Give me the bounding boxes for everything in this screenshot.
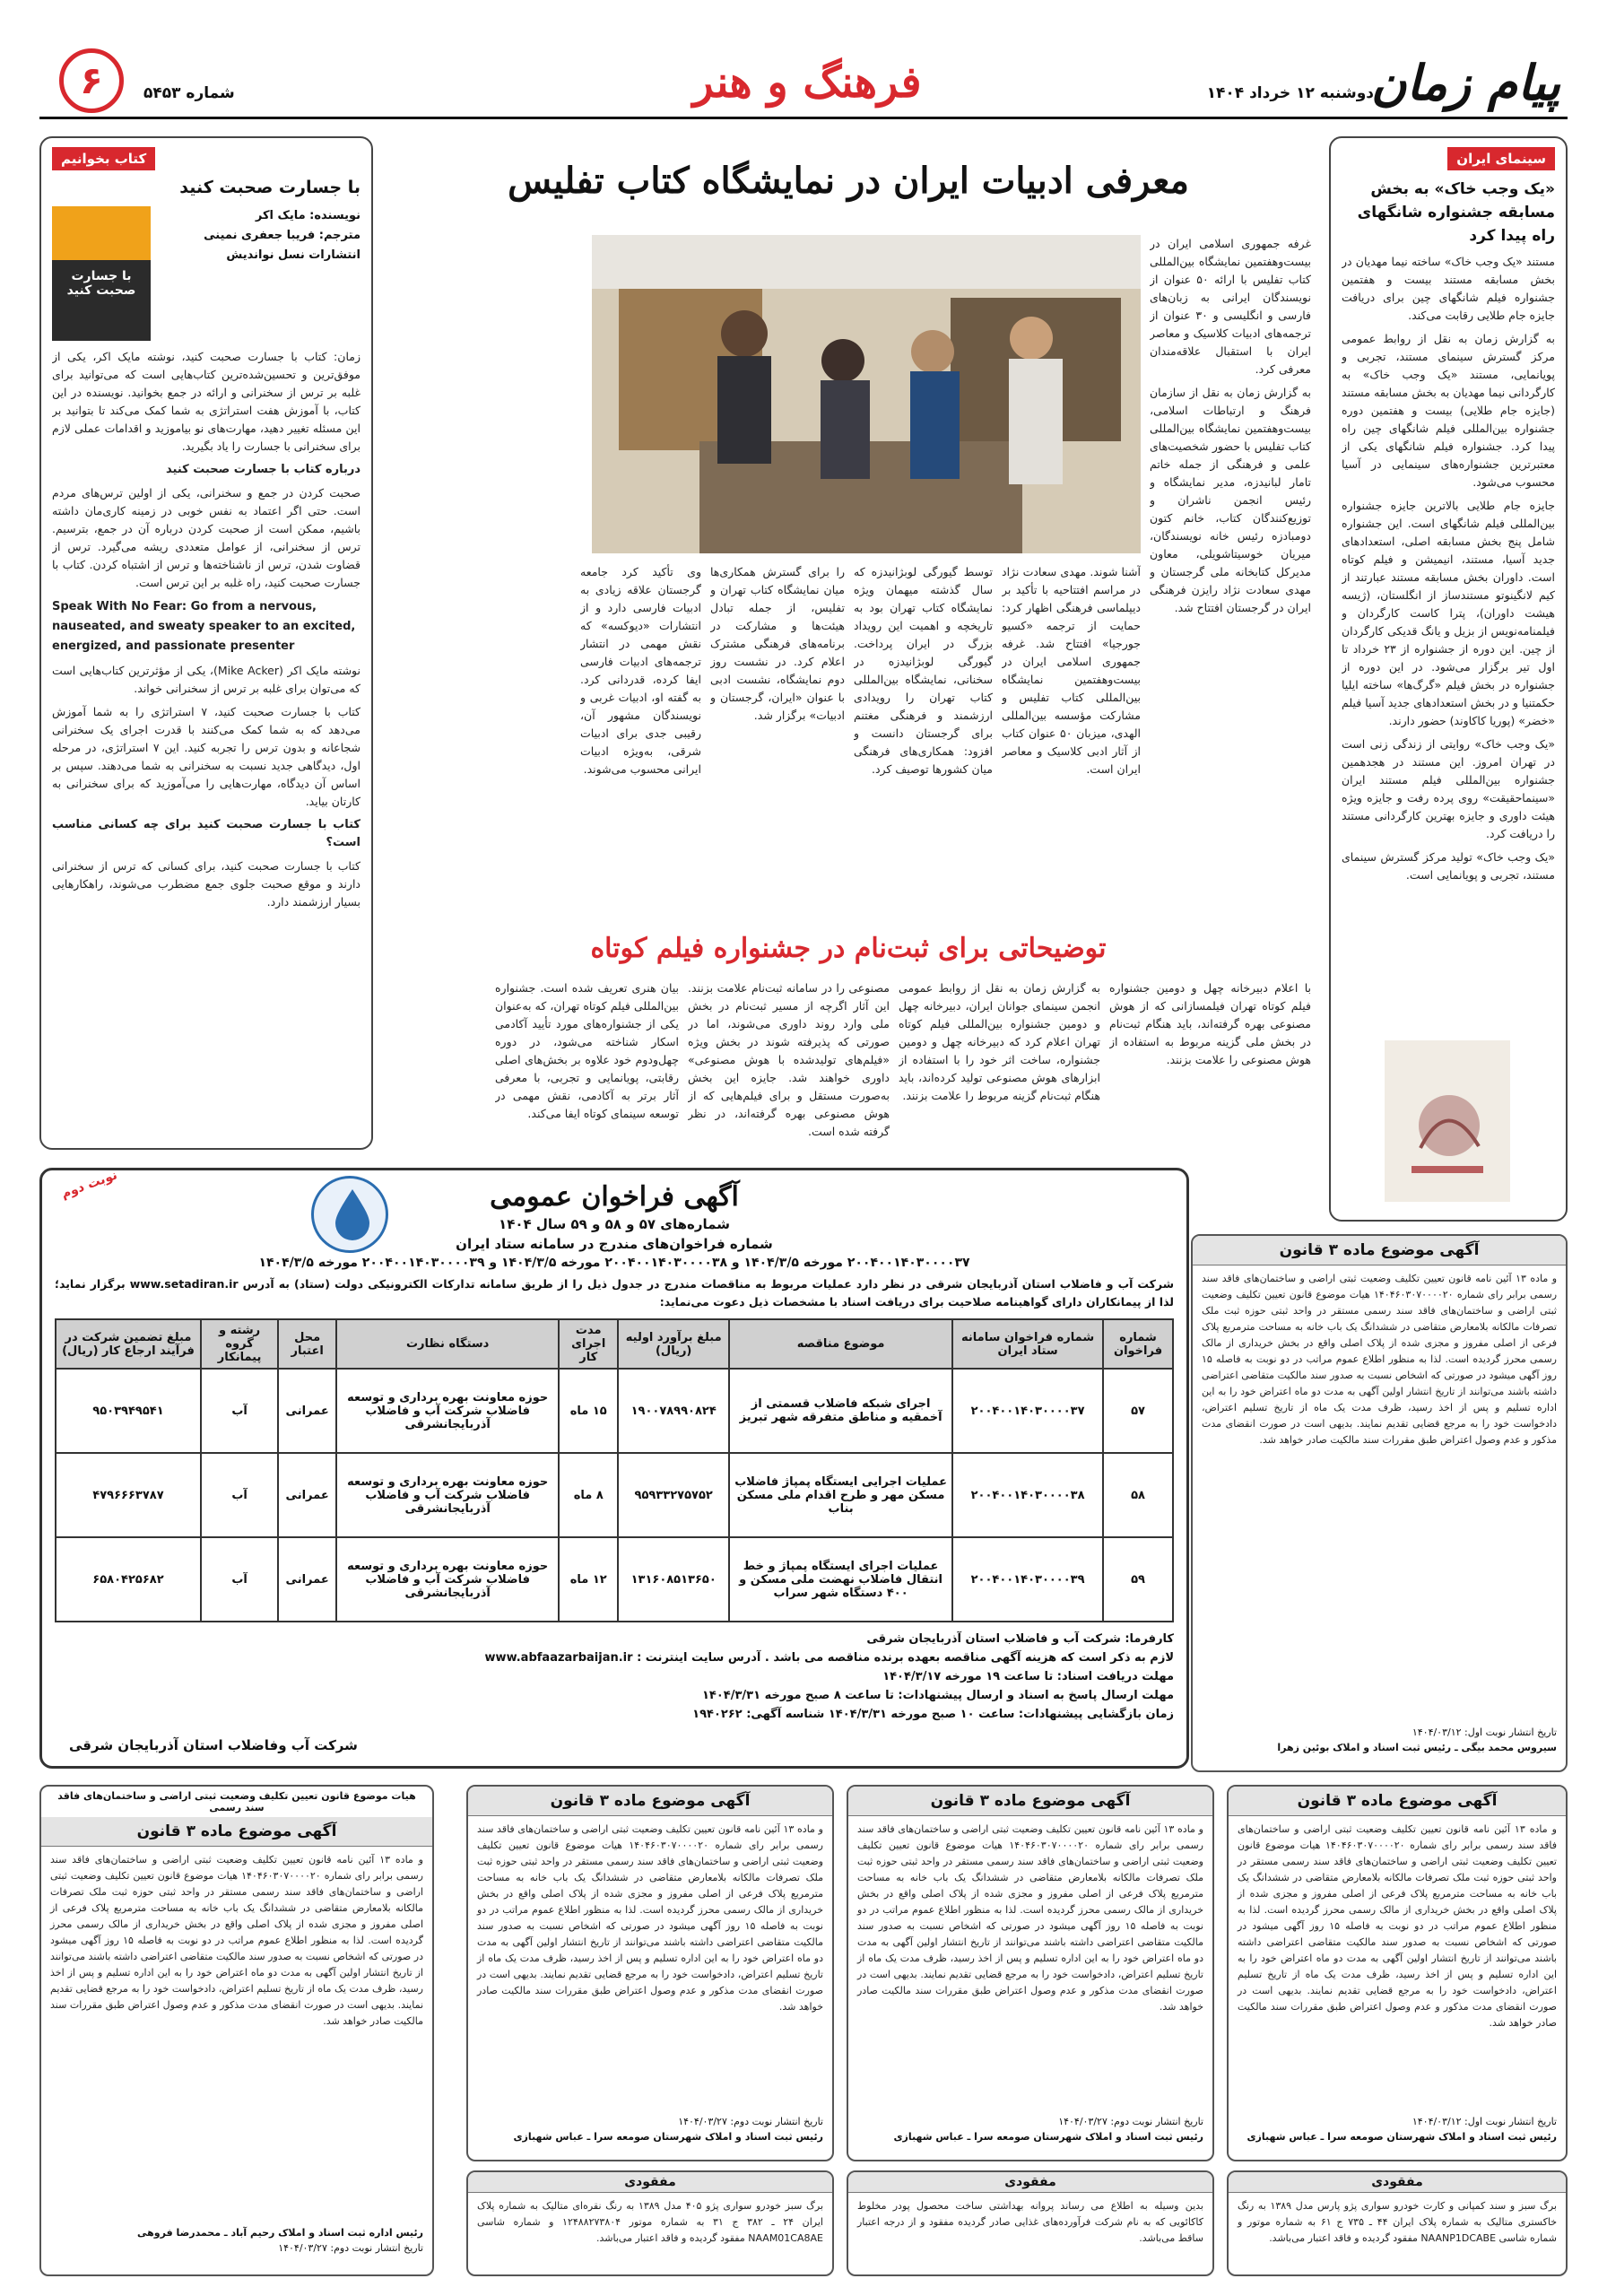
- header-divider: [39, 117, 1568, 119]
- masthead-logo: پیام زمان: [1370, 54, 1560, 111]
- table-cell: عملیات اجرایی ایستگاه پمپاژ فاضلاب مسکن مهر و طرح اقدام ملی مسکن بناب: [729, 1453, 952, 1537]
- table-cell: ۹۵۰۳۹۴۹۵۴۱: [56, 1369, 201, 1453]
- water-company-logo: [311, 1176, 388, 1253]
- ad-footer-line: لازم به ذکر است که هزینه آگهی مناقصه بعهده برنده مناقصه می باشد . آدرس سایت اینترنت : www.abfaazarbaijan.ir: [484, 1651, 1174, 1665]
- cinema-paragraph: جایزه جام طلایی بالاترین جایزه جشنواره بین‌المللی فیلم شانگهای است. این جشنواره شامل پنج بخش مسابقه اصلی، استعدادهای جدید آسیا، مستند، انیمیشن و فیلم کوتاه است. داوران بخش مسابقه مستند عبارتند از کیم لانگینوتو مستندساز از انگلستان، (ژیسه هیشت داوران)، پترا کاست کارگردان و فیلمنامه‌نویس از بزیل و یانگ قدیکی کارگردان از چین. این دوره از جشنواره از ۲۳ خرداد تا اول تیر برگزار می‌شود. در این دوره از جشنواره در بخش فیلم «گرگ‌ها» ساخته ایلیا حکمتنیا و در بخش استعدادهای جدید آسیا فیلم «خضر» (پوریا کاکاوند) حضور دارند.: [1342, 499, 1555, 727]
- col-header: شماره فراخوان سامانه ستاد ایران: [952, 1319, 1103, 1369]
- table-cell: ۸ ماه: [559, 1453, 618, 1537]
- notice-signature: رئیس اداره ثبت اسناد و املاک رحیم آباد ـ محمدرضا فروهی: [137, 2227, 423, 2239]
- ad-signature: شرکت آب وفاضلاب استان آذربایجان شرقی: [69, 1737, 358, 1753]
- main-paragraph: وی تأکید کرد جامعه گرجستان علاقه زیادی به ادبیات فارسی دارد و از انتشارات «دیوکسه» که نقش مهمی در انتشار ترجمه‌های ادبیات فارسی ایفا کرده، قدردانی کرد. به گفته او، ادبیات غربی و نویسندگان مشهور آن، رقیبی جدی برای ادبیات شرقی، به‌ویژه ادبیات ایرانی محسوب می‌شوند.: [580, 565, 701, 776]
- book-who: کتاب با جسارت صحبت کنید، برای کسانی که ترس از سخنرانی دارند و موقع صحبت جلوی جمع مضطرب می‌شوند، راهکارهایی بسیار ارزشمند دارد.: [52, 859, 360, 909]
- table-cell: ۱۵ ماه: [559, 1369, 618, 1453]
- table-cell: آب: [201, 1369, 278, 1453]
- page-number: ۶: [59, 48, 124, 113]
- second-paragraph: مصنوعی را در سامانه ثبت‌نام علامت بزنند. این آثار اگرچه از مسیر ثبت‌نام در بخش ملی وارد روند داوری می‌شوند، اما در صورتی که پذیرفته شوند در بخش ویژه «فیلم‌های تولیدشده با هوش مصنوعی» داوری خواهند شد. جایزه این بخش به‌صورت مستقل و برای فیلم‌هایی که از هوش مصنوعی بهره گرفته‌اند، در نظر گرفته شده است.: [688, 981, 890, 1138]
- registry-notice-3: [847, 1785, 1214, 2161]
- table-cell: عملیات اجرای ایستگاه پمپاژ و خط انتقال فاضلاب نهضت ملی مسکن و ۴۰۰ دستگاه شهر سراب: [729, 1537, 952, 1622]
- table-cell: ۱۹۰۰۷۸۹۹۰۸۲۴: [618, 1369, 729, 1453]
- lost-heading: مفقودی: [1229, 2172, 1566, 2193]
- table-cell: آب: [201, 1537, 278, 1622]
- notice-signature: رئیس ثبت اسناد و املاک شهرستان صومعه سرا ـ عباس شهبازی: [893, 2131, 1203, 2143]
- table-cell: عمرانی: [278, 1369, 336, 1453]
- cinema-tag: سینمای ایران: [1447, 147, 1555, 170]
- table-cell: ۲۰۰۴۰۰۱۴۰۳۰۰۰۰۳۹: [952, 1537, 1103, 1622]
- col-header: شماره فراخوان: [1103, 1319, 1173, 1369]
- book-cover-image: [52, 206, 151, 341]
- film-poster-image: [1385, 1040, 1510, 1202]
- main-article-title: معرفی ادبیات ایران در نمایشگاه کتاب تفلیس: [508, 160, 1189, 202]
- notice-date: تاریخ انتشار نوبت اول: ۱۴۰۴/۰۳/۱۲: [1412, 2116, 1557, 2127]
- col-header: موضوع مناقصه: [729, 1319, 952, 1369]
- cinema-body: [1342, 253, 1555, 1042]
- notice-date: تاریخ انتشار نوبت دوم: ۱۴۰۴/۰۳/۲۷: [678, 2116, 823, 2127]
- book-fair-photo: [592, 235, 1141, 553]
- issue-date: دوشنبه ۱۲ خرداد ۱۴۰۴: [1206, 84, 1374, 102]
- col-header: محل اعتبار: [278, 1319, 336, 1369]
- notice-heading: آگهی موضوع ماده ۳ قانون: [468, 1787, 832, 1816]
- table-cell: ۹۵۹۳۳۲۷۵۷۵۲: [618, 1453, 729, 1537]
- notice-heading: آگهی موضوع ماده ۳ قانون: [1193, 1236, 1566, 1265]
- table-cell: ۶۵۸۰۴۲۵۶۸۲: [56, 1537, 201, 1622]
- section-title: فرهنگ و هنر: [692, 57, 922, 108]
- notice-heading: آگهی موضوع ماده ۳ قانون: [1229, 1787, 1566, 1816]
- lost-heading: مفقودی: [848, 2172, 1212, 2193]
- notice-signature: رئیس ثبت اسناد و املاک شهرستان صومعه سرا ـ عباس شهبازی: [513, 2131, 823, 2143]
- main-paragraph: غرفه جمهوری اسلامی ایران در بیست‌وهفتمین نمایشگاه بین‌المللی کتاب تفلیس با ارائه ۵۰ عنوان از نویسندگان ایرانی به زبان‌های فارسی و انگلیسی و ۳۰ عنوان از ترجمه‌های ادبیات کلاسیک و معاصر ایران با استقبال علاقه‌مندان معرفی کرد.: [1150, 237, 1311, 376]
- notice-text: و ماده ۱۳ آئین نامه قانون تعیین تکلیف وضعیت ثبتی اراضی و ساختمان‌های فاقد سند رسمی برابر رای شماره ۱۴۰۴۶۰۳۰۷۰۰۰۰۲۰ هیات موضوع قانون تعیین تکلیف وضعیت ثبتی اراضی و ساختمان‌های فاقد سند رسمی مستقر در واحد ثبتی حوزه ثبت ملک تصرفات مالکانه بلامعارض متقاضی در ششدانگ یک باب خانه به مساحت مترمربع پلاک فرعی از اصلی مفروز و مجزی شده از پلاک اصلی واقع در بخش خریداری از مالک رسمی محرز گردیده است. لذا به منظور اطلاع عموم مراتب در دو نوبت به فاصله ۱۵ روز آگهی میشود در صورتی که اشخاص نسبت به صدور سند مالکیت متقاضی اعتراضی داشته باشند می‌توانند از تاریخ انتشار اولین آگهی به مدت دو ماه اعتراض خود را به این اداره تسلیم و پس از اخذ رسید، ظرف مدت یک ماه از تاریخ تسلیم اعتراض، دادخواست خود را به مرجع قضایی تقدیم نمایند. بدیهی است در صورت انقضای مدت مذکور و عدم وصول اعتراض طبق مقررات سند مالکیت صادر خواهد شد.: [1238, 1823, 1557, 2029]
- registry-notice-2: [1227, 1785, 1568, 2161]
- second-paragraph: به گزارش زمان به نقل از روابط عمومی انجمن سینمای جوانان ایران، دبیرخانه چهل و دومین جشنواره بین‌المللی فیلم کوتاه تهران اعلام کرد که دبیرخانه چهل و دومین جشنواره، ساخت اثر خود را با استفاده از ابزارهای هوش مصنوعی تولید کرده‌اند، باید هنگام ثبت‌نام گزینه مربوط را علامت بزنند.: [899, 981, 1100, 1102]
- film-poster-graphic: [1385, 1040, 1510, 1202]
- lost-text: بدین وسیله به اطلاع می رساند پروانه بهداشتی ساخت محصول پودر مخلوط کاکائویی که به نام شرکت فرآورده‌های غذایی صادر گردیده مفقود و از درجه اعتبار ساقط می‌باشد.: [857, 2200, 1203, 2244]
- ad-line2: شماره فراخوان‌های مندرج در سامانه ستاد ایران: [456, 1236, 773, 1252]
- water-drop-icon: [319, 1178, 386, 1245]
- cinema-paragraph: «یک وجب خاک» تولید مرکز گسترش سینمای مستند، تجربی و پویانمایی است.: [1342, 850, 1555, 882]
- second-article-title: توضیحاتی برای ثبت‌نام در جشنواره فیلم کوتاه: [590, 933, 1107, 964]
- notice-footer: [1229, 2114, 1566, 2144]
- col-header: مبلغ برآورد اولیه (ریال): [618, 1319, 729, 1369]
- col-header: مدت اجرای کار: [559, 1319, 618, 1369]
- book-translator: مترجم: فریبا جعفری نمینی: [204, 229, 360, 242]
- col-header: مبلغ تضمین شرکت در فرآیند ارجاع کار (ریال): [56, 1319, 201, 1369]
- lost-heading: مفقودی: [468, 2172, 832, 2193]
- table-row: [56, 1453, 1173, 1537]
- ad-footer-line: زمان بازگشایی پیشنهادات: ساعت ۱۰ صبح مورخه ۱۴۰۴/۳/۳۱ شناسه آگهی: ۱۹۴۰۲۶۲: [692, 1708, 1174, 1721]
- book-english-note: نوشته مایک اکر (Mike Acker)، یکی از مؤثرترین کتاب‌هایی است که می‌توان برای غلبه بر ترس از سخنرانی خواند.: [52, 664, 360, 695]
- table-row: [56, 1369, 1173, 1453]
- table-cell: عمرانی: [278, 1453, 336, 1537]
- ad-footer: [55, 1630, 1174, 1724]
- notice-text: و ماده ۱۳ آئین نامه قانون تعیین تکلیف وضعیت ثبتی اراضی و ساختمان‌های فاقد سند رسمی برابر رای شماره ۱۴۰۴۶۰۳۰۷۰۰۰۰۲۰ هیات موضوع قانون تعیین تکلیف وضعیت ثبتی اراضی و ساختمان‌های فاقد سند رسمی مستقر در واحد ثبتی حوزه ثبت ملک تصرفات مالکانه بلامعارض متقاضی در ششدانگ یک باب خانه به مساحت مترمربع پلاک فرعی از اصلی مفروز و مجزی شده از پلاک اصلی واقع در بخش خریداری از مالک رسمی محرز گردیده است. لذا به منظور اطلاع عموم مراتب در دو نوبت به فاصله ۱۵ روز آگهی میشود در صورتی که اشخاص نسبت به صدور سند مالکیت متقاضی اعتراضی داشته باشند می‌توانند از تاریخ انتشار اولین آگهی به مدت دو ماه اعتراض خود را به این اداره تسلیم و پس از اخذ رسید، ظرف مدت یک ماه از تاریخ تسلیم اعتراض، دادخواست خود را به مرجع قضایی تقدیم نمایند. بدیهی است در صورت انقضای مدت مذکور و عدم وصول اعتراض طبق مقررات سند مالکیت صادر خواهد شد.: [1202, 1273, 1558, 1446]
- hayat-heading: هیات موضوع قانون تعیین تکلیف وضعیت ثبتی اراضی و ساختمان‌های فاقد سند رسمی: [57, 1790, 416, 1813]
- notice-signature: سیروس محمد بیگی ـ رئیس ثبت اسناد و املاک بوئین زهرا: [1277, 1742, 1557, 1753]
- main-article-col1: [1150, 235, 1311, 952]
- registry-notice-5: [39, 1785, 434, 2276]
- notice-text: و ماده ۱۳ آئین نامه قانون تعیین تکلیف وضعیت ثبتی اراضی و ساختمان‌های فاقد سند رسمی برابر رای شماره ۱۴۰۴۶۰۳۰۷۰۰۰۰۲۰ هیات موضوع قانون تعیین تکلیف وضعیت ثبتی اراضی و ساختمان‌های فاقد سند رسمی مستقر در واحد ثبتی حوزه ثبت ملک تصرفات مالکانه بلامعارض متقاضی در ششدانگ یک باب خانه به مساحت مترمربع پلاک فرعی از اصلی مفروز و مجزی شده از پلاک اصلی واقع در بخش خریداری از مالک رسمی محرز گردیده است. لذا به منظور اطلاع عموم مراتب در دو نوبت به فاصله ۱۵ روز آگهی میشود در صورتی که اشخاص نسبت به صدور سند مالکیت متقاضی اعتراضی داشته باشند می‌توانند از تاریخ انتشار اولین آگهی به مدت دو ماه اعتراض خود را به این اداره تسلیم و پس از اخذ رسید، ظرف مدت یک ماه از تاریخ تسلیم اعتراض، دادخواست خود را به مرجع قضایی تقدیم نمایند. بدیهی است در صورت انقضای مدت مذکور و عدم وصول اعتراض طبق مقررات سند مالکیت صادر خواهد شد.: [477, 1823, 823, 2013]
- second-paragraph: بیان هنری تعریف شده است. جشنواره بین‌المللی فیلم کوتاه تهران، که به‌عنوان یکی از جشنواره‌های مورد تأیید آکادمی اسکار شناخته می‌شود، در دوره چهل‌ودوم خود علاوه بر بخش‌های اصلی رقابتی، پویانمایی و تجربی، با معرفی آثار برتر به آکادمی، نقش مهمی در توسعه سینمای کوتاه ایفا می‌کند.: [495, 981, 679, 1120]
- ad-intro: شرکت آب و فاضلاب استان آذربایجان شرقی در نظر دارد عملیات مربوط به مناقصات مندرج در جدول ذیل را از طریق سامانه تدارکات الکترونیکی دولت (ستاد) به آدرس www.setadiran.ir برگزار نماید؛ لذا از پیمانکاران دارای گواهینامه صلاحیت برای دریافت اسناد با مشخصات ذیل دعوت می‌نماید:: [55, 1277, 1174, 1309]
- notice-heading: آگهی موضوع ماده ۳ قانون: [41, 1817, 432, 1847]
- issue-number: شماره ۵۴۵۳: [143, 84, 235, 102]
- table-cell: ۵۹: [1103, 1537, 1173, 1622]
- book-title: با جسارت صحبت کنید: [179, 178, 360, 197]
- lost-notice-2: [847, 2170, 1214, 2276]
- cinema-paragraph: «یک وجب خاک» روایتی از زندگی زنی است در تهران امروز. این مستند در هجدهمین جشنواره بین‌المللی فیلم مستند ایران «سینماحقیقت» روی پرده رفت و جایزه ویژه هیئت داوری و جایزه بهترین کارگردانی مستند را دریافت کرد.: [1342, 737, 1555, 840]
- table-cell: ۲۰۰۴۰۰۱۴۰۳۰۰۰۰۳۷: [952, 1369, 1103, 1453]
- main-article-col4: [710, 563, 845, 967]
- ad-subtitle: شماره‌های ۵۷ و ۵۸ و ۵۹ سال ۱۴۰۴: [499, 1216, 730, 1232]
- lost-notice-1: [1227, 2170, 1568, 2276]
- lost-text: برگ سبز و سند کمپانی و کارت خودرو سواری پژو پارس مدل ۱۳۸۹ به رنگ خاکستری متالیک به شماره پلاک ایران ۴۴ ـ ۷۳۵ ج ۶۱ به شماره موتور و شماره شاسی NAANP1DCABE مفقود گردیده و فاقد اعتبار می‌باشد.: [1238, 2200, 1557, 2244]
- book-header: [52, 206, 360, 341]
- main-paragraph: به گزارش زمان به نقل از سازمان فرهنگ و ارتباطات اسلامی، بیست‌وهفتمین نمایشگاه بین‌المللی کتاب تفلیس با حضور شخصیت‌های علمی و فرهنگی از جمله خاتم تامار لبانیدزه، مدیر نمایشگاه و رئیس انجمن ناشران و توزیع‌کنندگان کتاب، خانم کتون دومبادزه رئیس خانه نویسندگان، میریان خوسیتاشویلی، معاون مدیرکل کتابخانه ملی گرجستان و مهدی سعادت نژاد رایزن فرهنگی ایران در گرجستان افتتاح شد.: [1150, 386, 1311, 614]
- main-paragraph: آشنا شوند. مهدی سعادت نژاد در مراسم افتتاحیه با تأکید بر دیپلماسی فرهنگی اظهار کرد: حمایت از ترجمه «کسیو جورجیا» افتتاح شد. غرفه جمهوری اسلامی ایران در بیست‌وهفتمین نمایشگاه بین‌المللی کتاب تفلیس و مشارکت مؤسسه بین‌المللی الهدی، میزبان ۵۰ عنوان کتاب از آثار ادبی کلاسیک و معاصر ایران است.: [1002, 565, 1141, 776]
- book-english-title: Speak With No Fear: Go from a nervous, nauseated, and sweaty speaker to an excited, energized, and passionate presenter: [52, 600, 356, 653]
- ad-numbers: ۲۰۰۴۰۰۱۴۰۳۰۰۰۰۳۷ مورخه ۱۴۰۴/۳/۵ و ۲۰۰۴۰۰۱۴۰۳۰۰۰۰۳۸ مورخه ۱۴۰۴/۳/۵ و ۲۰۰۴۰۰۱۴۰۳۰۰۰۰۳۹ مورخه ۱۴۰۴/۳/۵: [258, 1256, 970, 1270]
- table-cell: حوزه معاونت بهره برداری و توسعه فاضلاب شرکت آب و فاضلاب آذربایجانشرقی: [336, 1453, 559, 1537]
- table-cell: حوزه معاونت بهره برداری و توسعه فاضلاب شرکت آب و فاضلاب آذربایجانشرقی: [336, 1369, 559, 1453]
- second-paragraph: با اعلام دبیرخانه چهل و دومین جشنواره فیلم کوتاه تهران فیلمسازانی که از هوش مصنوعی بهره گرفته‌اند، باید هنگام ثبت‌نام در بخش ملی گزینه مربوط به استفاده از هوش مصنوعی را علامت بزنند.: [1109, 981, 1311, 1066]
- notice-date: تاریخ انتشار نوبت دوم: ۱۴۰۴/۰۳/۲۷: [278, 2242, 423, 2254]
- table-cell: ۴۷۹۶۶۶۳۷۸۷: [56, 1453, 201, 1537]
- book-cover-title: با جسارت صحبت کنید: [66, 269, 136, 298]
- cinema-title: «یک وجب خاک» به بخش مسابقه جشنواره شانگهای راه پیدا کرد: [1357, 180, 1555, 245]
- book-meta: [160, 206, 360, 341]
- book-tag-wrap: [52, 147, 360, 170]
- registry-notice-1: [1191, 1234, 1568, 1772]
- col-header: رشته و گروه پیمانکار: [201, 1319, 278, 1369]
- ad-footer-line: مهلت دریافت اسناد: تا ساعت ۱۹ مورخه ۱۴۰۴/۳/۱۷: [882, 1670, 1174, 1683]
- book-cover-band: [52, 206, 151, 260]
- table-row: [56, 1537, 1173, 1622]
- lost-text: برگ سبز خودرو سواری پژو ۴۰۵ مدل ۱۳۸۹ به رنگ نقره‌ای متالیک به شماره پلاک ایران ۲۴ ـ ۳۸۲ ج ۳۱ به شماره موتور ۱۲۴۸۸۲۷۳۸۰۴ و شماره شاسی NAAM01CA8AE مفقود گردیده و فاقد اعتبار می‌باشد.: [477, 2200, 823, 2244]
- table-cell: آب: [201, 1453, 278, 1537]
- tender-table: [55, 1318, 1174, 1622]
- cinema-paragraph: به گزارش زمان به نقل از روابط عمومی مرکز گسترش سینمای مستند، تجربی و پویانمایی، مستند «یک وجب خاک» به کارگردانی نیما مهدیان به بخش مسابقه مستند (جایزه جام طلایی) بیست و هفتمین دوره جشنواره بین‌المللی فیلم شانگهای چین راه پیدا کرد. جشنواره فیلم شانگهای یکی از معتبرترین جشنواره‌های سینمایی در آسیا محسوب می‌شود.: [1342, 332, 1555, 489]
- table-cell: اجرای شبکه فاضلاب قسمتی از آخمقیه و مناطق متفرقه شهر تبریز: [729, 1369, 952, 1453]
- book-column: [39, 136, 373, 1150]
- main-paragraph: را برای گسترش همکاری‌ها میان نمایشگاه کتاب تهران و تفلیس، از جمله تبادل هیئت‌ها و مشارکت در برنامه‌های فرهنگی مشترک اعلام کرد. در نشست روز دوم نمایشگاه، نشست ادبی با عنوان «ایران، گرجستان و ادبیات» برگزار شد.: [710, 565, 845, 722]
- book-fair-photo-graphic: [592, 235, 1141, 553]
- notice-text: و ماده ۱۳ آئین نامه قانون تعیین تکلیف وضعیت ثبتی اراضی و ساختمان‌های فاقد سند رسمی برابر رای شماره ۱۴۰۴۶۰۳۰۷۰۰۰۰۲۰ هیات موضوع قانون تعیین تکلیف وضعیت ثبتی اراضی و ساختمان‌های فاقد سند رسمی مستقر در واحد ثبتی حوزه ثبت ملک تصرفات مالکانه بلامعارض متقاضی در ششدانگ یک باب خانه به مساحت مترمربع پلاک فرعی از اصلی مفروز و مجزی شده از پلاک اصلی واقع در بخش خریداری از مالک رسمی محرز گردیده است. لذا به منظور اطلاع عموم مراتب در دو نوبت به فاصله ۱۵ روز آگهی میشود در صورتی که اشخاص نسبت به صدور سند مالکیت متقاضی اعتراضی داشته باشند می‌توانند از تاریخ انتشار اولین آگهی به مدت دو ماه اعتراض خود را به این اداره تسلیم و پس از اخذ رسید، ظرف مدت یک ماه از تاریخ تسلیم اعتراض، دادخواست خود را به مرجع قضایی تقدیم نمایند. بدیهی است در صورت انقضای مدت مذکور و عدم وصول اعتراض طبق مقررات سند مالکیت صادر خواهد شد.: [857, 1823, 1203, 2013]
- ad-footer-line: کارفرما: شرکت آب و فاضلاب استان آذربایجان شرقی: [866, 1632, 1174, 1646]
- ad-round-badge: نوبت دوم: [59, 1168, 119, 1202]
- table-cell: ۱۳۱۶۰۸۵۱۳۶۵۰: [618, 1537, 729, 1622]
- main-article-col2: [1002, 563, 1141, 967]
- book-who-heading: کتاب با جسارت صحبت کنید برای چه کسانی مناسب است؟: [52, 818, 360, 849]
- book-body: [52, 348, 360, 1137]
- notice-footer: [1193, 1725, 1566, 1755]
- notice-footer: [468, 2114, 832, 2144]
- main-paragraph: توسط گیورگی لوبژانیدزه که سال گذشته میهمان ویژه نمایشگاه کتاب تهران بود به تاریخچه و اهمیت این رویداد بزرگ در ایران پرداخت. گیورگی لوبژانیدزه در سخنانی، نمایشگاه بین‌المللی کتاب تهران را رویدادی ارزشمند و فرهنگی مغتنم برای گرجستان دانست و افزود: همکاری‌های فرهنگی میان کشورها توصیف کرد.: [854, 565, 993, 776]
- book-more: کتاب با جسارت صحبت کنید، ۷ استراتژی را به شما آموزش می‌دهد که به شما کمک می‌کنند با قدرت اجرای یک سخنرانی شجاعانه و بدون ترس را تجربه کنید. این ۷ استراتژی، در مرحله اول، دیدگاهی جدید نسبت به سخنرانی به شما می‌دهند. سپس بر اساس آن دیدگاه، مهارت‌هایی را می‌آموزید که برای سخنرانی به کارتان بیاید.: [52, 705, 360, 808]
- ad-title: آگهی فراخوان عمومی: [490, 1181, 739, 1213]
- notice-footer: [41, 2225, 432, 2256]
- notice-signature: رئیس ثبت اسناد و املاک شهرستان صومعه سرا ـ عباس شهبازی: [1247, 2131, 1557, 2143]
- col-header: دستگاه نظارت: [336, 1319, 559, 1369]
- table-cell: حوزه معاونت بهره برداری و توسعه فاضلاب شرکت آب و فاضلاب آذربایجانشرقی: [336, 1537, 559, 1622]
- notice-date: تاریخ انتشار نوبت اول: ۱۴۰۴/۰۳/۱۲: [1412, 1726, 1557, 1738]
- main-article-col3: [854, 563, 993, 967]
- table-cell: ۵۸: [1103, 1453, 1173, 1537]
- table-cell: ۵۷: [1103, 1369, 1173, 1453]
- book-publisher: انتشارات نسل نواندیش: [226, 248, 360, 262]
- notice-date: تاریخ انتشار نوبت دوم: ۱۴۰۴/۰۳/۲۷: [1058, 2116, 1203, 2127]
- cinema-paragraph: مستند «یک وجب خاک» ساخته نیما مهدیان در بخش مسابقه مستند بیست و هفتمین جشنواره فیلم شانگهای چین برای دریافت جایزه جام طلایی رقابت می‌کند.: [1342, 255, 1555, 322]
- book-author: نویسنده: مایک اکر: [255, 209, 360, 222]
- table-cell: ۲۰۰۴۰۰۱۴۰۳۰۰۰۰۳۸: [952, 1453, 1103, 1537]
- tender-table-header: [56, 1319, 1173, 1369]
- table-cell: ۱۲ ماه: [559, 1537, 618, 1622]
- tender-ad: [39, 1168, 1189, 1769]
- notice-text: و ماده ۱۳ آئین نامه قانون تعیین تکلیف وضعیت ثبتی اراضی و ساختمان‌های فاقد سند رسمی برابر رای شماره ۱۴۰۴۶۰۳۰۷۰۰۰۰۲۰ هیات موضوع قانون تعیین تکلیف وضعیت ثبتی اراضی و ساختمان‌های فاقد سند رسمی مستقر در واحد ثبتی حوزه ثبت ملک تصرفات مالکانه بلامعارض متقاضی در ششدانگ یک باب خانه به مساحت مترمربع پلاک فرعی از اصلی مفروز و مجزی شده از پلاک اصلی واقع در بخش خریداری از مالک رسمی محرز گردیده است. لذا به منظور اطلاع عموم مراتب در دو نوبت به فاصله ۱۵ روز آگهی میشود در صورتی که اشخاص نسبت به صدور سند مالکیت متقاضی اعتراضی داشته باشند می‌توانند از تاریخ انتشار اولین آگهی به مدت دو ماه اعتراض خود را به این اداره تسلیم و پس از اخذ رسید، ظرف مدت یک ماه از تاریخ تسلیم اعتراض، دادخواست خود را به مرجع قضایی تقدیم نمایند. بدیهی است در صورت انقضای مدت مذکور و عدم وصول اعتراض طبق مقررات سند مالکیت صادر خواهد شد.: [50, 1854, 423, 2027]
- notice-footer: [848, 2114, 1212, 2144]
- table-cell: عمرانی: [278, 1537, 336, 1622]
- main-article-col-left: [580, 563, 701, 967]
- book-intro: زمان: کتاب با جسارت صحبت کنید، نوشته مایک اکر، یکی از موفق‌ترین و تحسین‌شده‌ترین کتاب‌هایی است که می‌توانید برای غلبه بر ترس از سخنرانی و ارائه در جمع بخوانید. نویسنده در این کتاب، با آموزش هفت استراتژی به شما کمک می‌کند تا بتوانید بر این مسئله تغییر دهید، مهارت‌های نو بیاموزید و اقدامات عملی لازم برای سخنرانی با جسارت را یاد بگیرید.: [52, 350, 360, 453]
- registry-notice-4: [466, 1785, 834, 2161]
- book-tag: کتاب بخوانیم: [52, 147, 155, 170]
- ad-footer-line: مهلت ارسال پاسخ به اسناد و ارسال پیشنهادات: تا ساعت ۸ صبح مورخه ۱۴۰۴/۳/۳۱: [702, 1689, 1174, 1702]
- notice-heading: آگهی موضوع ماده ۳ قانون: [848, 1787, 1212, 1816]
- lost-notice-3: [466, 2170, 834, 2276]
- book-about-heading: درباره کتاب با جسارت صحبت کنید: [166, 463, 360, 476]
- cinema-column: [1329, 136, 1568, 1222]
- book-about: صحبت کردن در جمع و سخنرانی، یکی از اولین ترس‌های مردم است. حتی اگر اعتماد به نفس خوبی در زمینه کاری‌مان داشته باشیم، ممکن است از صحبت کردن درباره آن در جمع، بترسیم. ترس از سخنرانی، از عوامل متعددی ریشه می‌گیرد. ترس از قضاوت شدن، ترس از ناشناخته‌ها و ترس از اشتباه کردن. کتاب با جسارت صحبت کنید، راه غلبه بر این ترس است.: [52, 486, 360, 589]
